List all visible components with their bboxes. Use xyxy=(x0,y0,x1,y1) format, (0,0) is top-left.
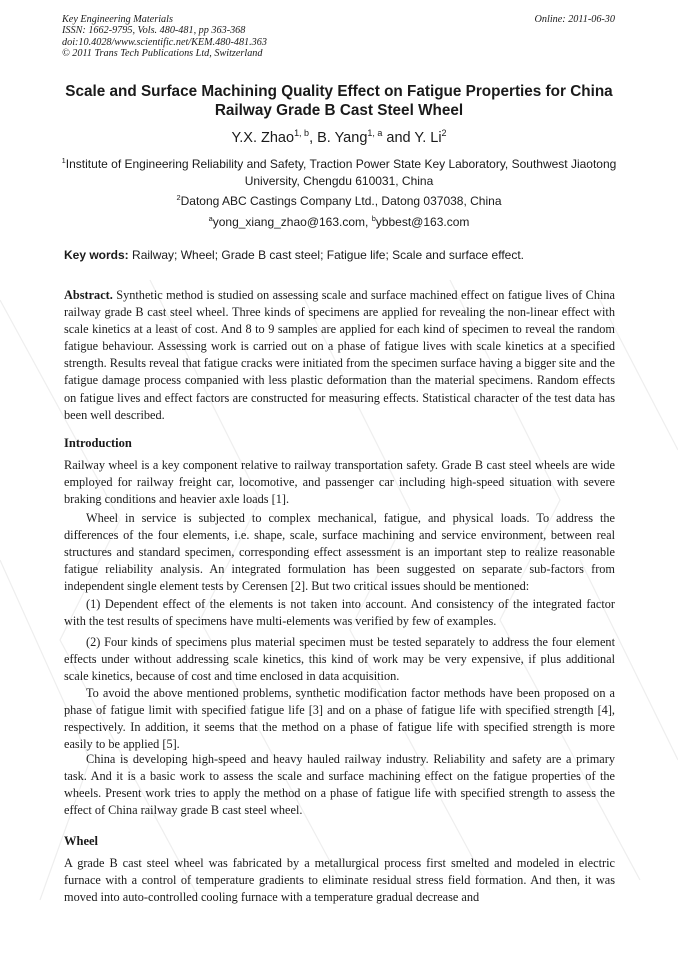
author-name: Y.X. Zhao xyxy=(231,130,295,146)
email-sup: b xyxy=(371,214,376,223)
email-line xyxy=(60,214,618,231)
section-heading-wheel: Wheel xyxy=(64,834,99,848)
author-name: B. Yang xyxy=(317,130,368,146)
intro-paragraph-3: (1) Dependent effect of the elements is not taken into account. And consistency of the integrated factor with the test results of specimens have multi-elements was verified by few of examples. xyxy=(64,597,615,629)
intro-paragraph-4: (2) Four kinds of specimens plus material specimen must be tested separately to address the four element effects under without addressing scale kinetics, this kind of work may be very expensive, if plus additional scale kinetics, because of cost and time enclosed in data acquisition. xyxy=(64,635,615,684)
issn-line: ISSN: 1662-9795, Vols. 480-481, pp 363-368 xyxy=(62,25,246,37)
author-separator: , xyxy=(309,130,318,146)
author-sup: 1, a xyxy=(367,128,383,139)
abstract-label: Abstract. xyxy=(64,288,113,302)
section-heading-introduction: Introduction xyxy=(64,436,132,450)
author-sup: 1, b xyxy=(294,128,310,139)
affiliation-1 xyxy=(60,156,618,190)
affiliation-text: Datong ABC Castings Company Ltd., Datong 037038, China xyxy=(180,194,502,208)
intro-paragraph-6: China is developing high-speed and heavy hauled railway industry. Reliability and safety are a primary task. And it is a basic work to assess the scale and surface machining effect on the fatigue properties of the wheels. Present work tries to apply the method on a phase of fatigue life with specified strength to assess the effect of China railway grade B cast steel wheel. xyxy=(64,752,615,818)
doi-line: doi:10.4028/www.scientific.net/KEM.480-481.363 xyxy=(62,36,267,48)
keywords-text: Railway; Wheel; Grade B cast steel; Fatigue life; Scale and surface effect. xyxy=(128,248,524,262)
journal-name: Key Engineering Materials xyxy=(62,14,173,25)
email-sup: a xyxy=(208,214,213,223)
email-text: yong_xiang_zhao@163.com, xyxy=(212,215,372,229)
online-date: Online: 2011-06-30 xyxy=(534,14,615,25)
copyright-line: © 2011 Trans Tech Publications Ltd, Switzerland xyxy=(62,47,263,59)
affiliation-sup: 2 xyxy=(176,193,181,202)
journal-header xyxy=(62,14,615,59)
intro-paragraph-5: To avoid the above mentioned problems, synthetic modification factor methods have been proposed on a phase of fatigue limit with specified fatigue life [3] and on a phase of fatigue life with specified strength [4], respectively. In addition, it seems that the method on a phase of fatigue life with specified strength is more easily to be applied [5]. xyxy=(64,686,615,752)
abstract-text: Synthetic method is studied on assessing scale and surface machined effect on fatigue lives of China railway grade B cast steel wheel. Three kinds of specimens are applied for revealing the non-linear effect with scale kinetics at a least of cost. And 8 to 9 samples are applied for each kind of specimen to reveal the random fatigue behaviour. Assessing work is carried out on a phase of fatigue lives with scale kinetics at a specified strength. Results reveal that fatigue cracks were initiated from the specimen surface having a bigger site and the fatigue damage process companied with less plastic deformation than the material specimens. Random effects on fatigue lives and effect factors are constructed for measuring effects. Statistical character of the test data has been well described. xyxy=(64,288,615,422)
intro-paragraph-2: Wheel in service is subjected to complex mechanical, fatigue, and physical loads. To address the differences of the four elements, i.e. shape, scale, surface machining and service environment, between real structures and standard specimen, corresponding effect assessment is an important step to realize reasonable fatigue reliability analysis. An integrated formulation has been suggested on separate sub-factors from independent single element tests by Cerensen [2]. But two critical issues should be mentioned: xyxy=(64,511,615,594)
affiliation-text: Institute of Engineering Reliability and Safety, Traction Power State Key Laboratory, Southwest Jiaotong University, Chengdu 610031, China xyxy=(65,157,617,188)
author-sup: 2 xyxy=(441,128,447,139)
author-name: Y. Li xyxy=(414,130,442,146)
abstract xyxy=(64,287,615,424)
keywords-label: Key words: xyxy=(64,248,129,262)
author-list xyxy=(0,130,678,146)
paper-title: Scale and Surface Machining Quality Effect on Fatigue Properties for China Railway Grade B Cast Steel Wheel xyxy=(65,83,613,119)
email-text: ybbest@163.com xyxy=(375,215,470,229)
affiliation-2 xyxy=(60,193,618,210)
author-separator: and xyxy=(382,130,415,146)
wheel-paragraph-1: A grade B cast steel wheel was fabricated by a metallurgical process first smelted and modeled in electric furnace with a control of temperature gradients to eliminate residual stress field formation. And then, it was moved into auto-controlled cooling furnace with a temperature gradual decrease and xyxy=(64,856,615,905)
affiliation-sup: 1 xyxy=(61,156,66,165)
keywords xyxy=(64,248,615,262)
intro-paragraph-1: Railway wheel is a key component relative to railway transportation safety. Grade B cast steel wheels are wide employed for railway freight car, locomotive, and passenger car including high-speed situation with severe braking conditions and heavier axle loads [1]. xyxy=(64,458,615,507)
